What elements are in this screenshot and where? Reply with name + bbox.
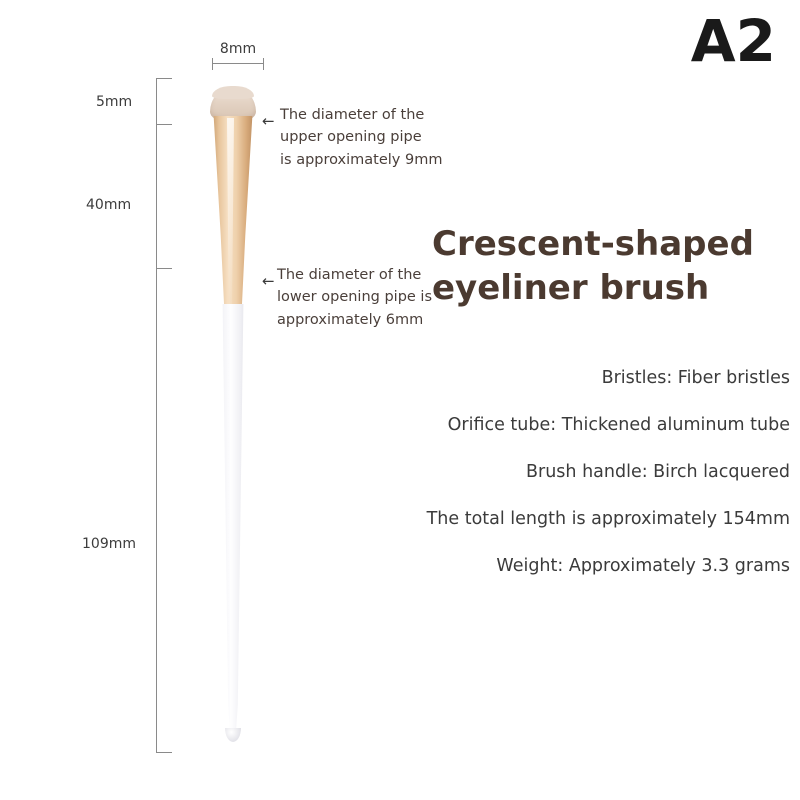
spec-item-weight: Weight: Approximately 3.3 grams <box>496 556 790 576</box>
product-title <box>432 222 784 310</box>
product-title-line-1: Crescent-shaped <box>432 224 754 264</box>
upper-callout-arrow-icon: ← <box>262 112 275 130</box>
bristle-dimension-tick-top <box>156 78 172 79</box>
width-dimension-label: 8mm <box>219 41 257 57</box>
handle-end-cap <box>225 728 241 742</box>
handle-dimension-line <box>156 268 157 752</box>
lower-callout-line-2: lower opening pipe is <box>277 289 433 306</box>
upper-callout-line-1: The diameter of the <box>280 107 425 123</box>
spec-item-handle: Brush handle: Birch lacquered <box>526 462 790 482</box>
brush-bristle-tip <box>212 86 254 99</box>
lower-callout-arrow-icon: ← <box>262 272 275 290</box>
spec-list <box>380 368 790 603</box>
lower-callout-line-1: The diameter of the <box>277 267 422 283</box>
brush-ferrule <box>211 116 255 308</box>
upper-opening-callout <box>280 104 442 171</box>
product-code-badge: A2 <box>690 7 776 75</box>
lower-opening-callout <box>277 264 432 331</box>
brush-handle <box>213 304 253 740</box>
spec-item-orifice-tube: Orifice tube: Thickened aluminum tube <box>447 415 790 435</box>
ferrule-dimension-tick-bottom <box>156 268 172 269</box>
upper-callout-line-2: upper opening pipe <box>280 129 422 146</box>
upper-callout-line-3: is approximately 9mm <box>280 151 443 168</box>
lower-callout-line-3: approximately 6mm <box>277 311 424 328</box>
width-dimension-line <box>212 63 264 64</box>
brush-illustration <box>185 80 305 760</box>
spec-item-total-length: The total length is approximately 154mm <box>426 509 790 529</box>
handle-body <box>213 304 253 740</box>
spec-item-bristles: Bristles: Fiber bristles <box>601 368 790 388</box>
bristle-dimension-line <box>156 78 157 124</box>
bristle-dimension-label: 5mm <box>96 94 133 110</box>
width-dimension-cap-left <box>212 58 213 70</box>
ferrule-dimension-line <box>156 124 157 268</box>
ferrule-dimension-label: 40mm <box>86 197 132 213</box>
bristle-dimension-tick-bottom <box>156 124 172 125</box>
width-dimension-cap-right <box>263 58 264 70</box>
product-title-line-2: eyeliner brush <box>432 268 710 309</box>
handle-dimension-tick-bottom <box>156 752 172 753</box>
handle-dimension-label: 109mm <box>82 536 136 552</box>
